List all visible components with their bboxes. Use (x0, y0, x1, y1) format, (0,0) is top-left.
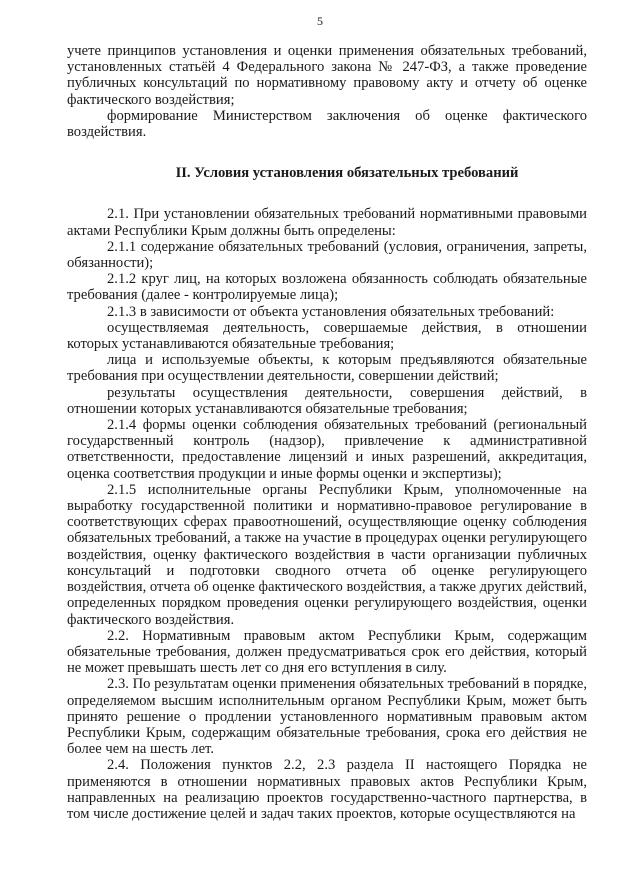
paragraph: результаты осуществления деятельности, совершения действий, в отношении которых устанавливаются обязательные требования; (67, 384, 587, 417)
paragraph: лица и используемые объекты, к которым предъявляются обязательные требования при осуществлении деятельности, совершении действий; (67, 352, 587, 385)
paragraph: 2.1.1 содержание обязательных требований (условия, ограничения, запреты, обязанности); (67, 238, 587, 272)
paragraph: формирование Министерством заключения об оценке фактического воздействия. (67, 107, 587, 141)
page-number: 5 (317, 14, 323, 28)
spacer (67, 181, 587, 206)
paragraph: 2.1. При установлении обязательных требований нормативными правовыми актами Республики Крым должны быть определены: (67, 206, 587, 239)
document-body (67, 43, 587, 822)
paragraph: учете принципов установления и оценки применения обязательных требований, установленных статьёй 4 Федерального закона № 247-ФЗ, а также проведение публичных консультаций по нормативному правовому акту и отчету об оценке фактического воздействия; (67, 43, 587, 108)
paragraph: 2.4. Положения пунктов 2.2, 2.3 раздела II настоящего Порядка не применяются в отношении нормативных правовых актов Республики Крым, направленных на реализацию проектов государственно-частного партнерства, в том числе достижение целей и задач таких проектов, которые осуществляются на (67, 757, 587, 822)
paragraph: 2.1.4 формы оценки соблюдения обязательных требований (региональный государственный контроль (надзор), привлечение к административной ответственности, предоставление лицензий и иных разрешений, аккредитация, оценка соответствия продукции и иные формы оценки и экспертизы); (67, 417, 587, 482)
section-heading: II. Условия установления обязательных требований (175, 165, 519, 182)
paragraph: 2.2. Нормативным правовым актом Республики Крым, содержащим обязательные требования, должен предусматриваться срок его действия, который не может превышать шесть лет со дня его вступления в силу. (67, 627, 587, 677)
spacer (67, 140, 587, 165)
paragraph: 2.1.3 в зависимости от объекта установления обязательных требований: (107, 303, 555, 320)
paragraph: осуществляемая деятельность, совершаемые действия, в отношении которых устанавливаются обязательные требования; (67, 319, 587, 353)
paragraph: 2.1.5 исполнительные органы Республики Крым, уполномоченные на выработку государственной политики и нормативно-правовое регулирование в соответствующих сферах правоотношений, осуществляющие оценку соблюдения обязательных требований, а также на участие в процедурах оценки регулирующего воздействия, оценку фактического воздействия в части организации публичных консультаций и подготовки сводного отчета об оценке регулирующего воздействия, отчета об оценке фактического воздействия, а также других действий, определенных порядком проведения оценки регулирующего воздействия, оценки фактического воздействия. (67, 481, 587, 628)
paragraph: 2.3. По результатам оценки применения обязательных требований в порядке, определяемом высшим исполнительным органом Республики Крым, может быть принято решение о продлении установленного нормативным правовым актом Республики Крым, содержащим обязательные требования, срока его действия не более чем на шесть лет. (67, 676, 587, 758)
paragraph: 2.1.2 круг лиц, на которых возложена обязанность соблюдать обязательные требования (далее - контролируемые лица); (67, 271, 587, 304)
